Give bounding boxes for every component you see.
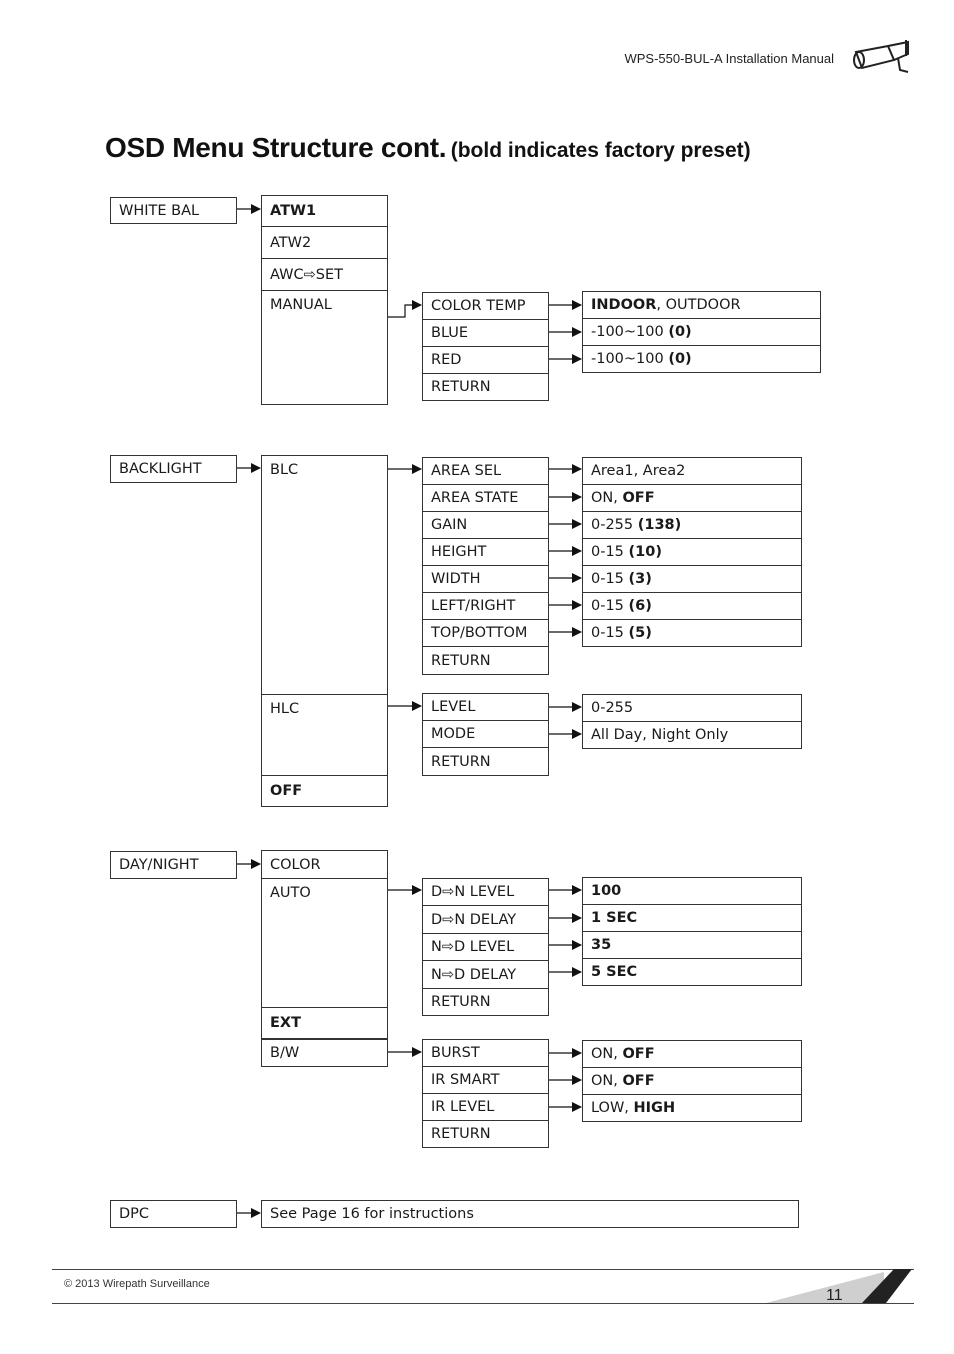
- sub-dn-level: [422, 878, 549, 906]
- option-bw: [261, 1039, 388, 1067]
- sub-area-state: [422, 484, 549, 512]
- range: 0-15: [591, 544, 629, 560]
- option-blc: [261, 455, 388, 695]
- sub-level: [422, 693, 549, 721]
- range: -100~100: [591, 324, 669, 340]
- value-area-sel: [582, 457, 802, 485]
- label: IR SMART: [431, 1072, 500, 1088]
- sub-nd-delay: [422, 960, 549, 989]
- label: COLOR TEMP: [431, 298, 526, 314]
- range: 0-15: [591, 598, 629, 614]
- sub-top-bottom: [422, 619, 549, 647]
- label: AREA STATE: [431, 490, 519, 506]
- label: COLOR: [270, 856, 321, 873]
- sub-ir-level: [422, 1093, 549, 1121]
- default: (5): [628, 625, 652, 641]
- camera-icon: [850, 38, 912, 80]
- label: See Page 16 for instructions: [270, 1206, 474, 1222]
- option-atw2: [261, 226, 388, 259]
- value-top-bottom: [582, 619, 802, 647]
- default: OFF: [622, 1046, 655, 1062]
- label: RETURN: [431, 652, 491, 669]
- title-subtitle: (bold indicates factory preset): [450, 139, 751, 162]
- value-red: [582, 345, 821, 373]
- value-nd-level: [582, 931, 802, 959]
- sub-ir-smart: [422, 1066, 549, 1094]
- value-area-state: [582, 484, 802, 512]
- sub-area-sel: [422, 457, 549, 485]
- label: MODE: [431, 726, 476, 742]
- option-auto: [261, 878, 388, 1008]
- sub-mode: [422, 720, 549, 748]
- default: (0): [668, 324, 692, 340]
- label: MANUAL: [270, 297, 332, 313]
- label: HLC: [270, 701, 300, 717]
- range: -100~100: [591, 351, 669, 367]
- label: BACKLIGHT: [119, 461, 202, 477]
- menu-dpc: [110, 1200, 237, 1228]
- dpc-note: [261, 1200, 799, 1228]
- menu-day-night: [110, 851, 237, 879]
- label: AWC⇨SET: [270, 266, 343, 283]
- value-ir-level: [582, 1094, 802, 1122]
- value-dn-level: [582, 877, 802, 905]
- default: OFF: [622, 1073, 655, 1089]
- rest: ON,: [591, 490, 623, 506]
- sub-burst: [422, 1039, 549, 1067]
- label: GAIN: [431, 517, 468, 533]
- label: LEVEL: [431, 699, 476, 715]
- value-left-right: [582, 592, 802, 620]
- label: TOP/BOTTOM: [431, 625, 528, 641]
- label: RED: [431, 352, 462, 368]
- range: 0-255: [591, 517, 638, 533]
- option-hlc: [261, 694, 388, 776]
- option-manual: [261, 290, 388, 405]
- value-hlc-level: [582, 694, 802, 722]
- rest: ON,: [591, 1073, 623, 1089]
- default: (6): [628, 598, 652, 614]
- value-blue: [582, 318, 821, 346]
- sub-return: [422, 373, 549, 401]
- option-atw1: [261, 195, 388, 227]
- value-nd-delay: [582, 958, 802, 986]
- value-burst: [582, 1040, 802, 1068]
- label: WHITE BAL: [119, 202, 200, 219]
- default: HIGH: [633, 1100, 676, 1116]
- option-color: [261, 850, 388, 879]
- rest: LOW,: [591, 1100, 634, 1116]
- label: 1 SEC: [591, 910, 638, 926]
- sub-width: [422, 565, 549, 593]
- sub-red: [422, 346, 549, 374]
- label: WIDTH: [431, 571, 481, 587]
- sub-nd-level: [422, 933, 549, 961]
- label: 100: [591, 883, 622, 899]
- copyright: © 2013 Wirepath Surveillance: [64, 1278, 210, 1290]
- rest: ON,: [591, 1046, 623, 1062]
- label: B/W: [270, 1045, 300, 1061]
- sub-color-temp: [422, 292, 549, 320]
- menu-white-bal: [110, 197, 237, 224]
- value-color-temp: [582, 291, 821, 319]
- sub-left-right: [422, 592, 549, 620]
- label: RETURN: [431, 994, 491, 1010]
- sub-return: [422, 1120, 549, 1148]
- option-ext: [261, 1007, 388, 1039]
- label: RETURN: [431, 379, 491, 395]
- label: DAY/NIGHT: [119, 857, 199, 873]
- value-hlc-mode: [582, 721, 802, 749]
- label: 5 SEC: [591, 964, 638, 980]
- label: D⇨N LEVEL: [431, 884, 515, 900]
- label: D⇨N DELAY: [431, 911, 517, 928]
- label: ATW1: [270, 203, 317, 219]
- label: BURST: [431, 1045, 480, 1061]
- label: Area1, Area2: [591, 463, 686, 479]
- range: 0-15: [591, 571, 629, 587]
- label: N⇨D DELAY: [431, 966, 517, 983]
- label: LEFT/RIGHT: [431, 598, 516, 614]
- sub-return: [422, 988, 549, 1016]
- sub-gain: [422, 511, 549, 539]
- sub-return: [422, 747, 549, 776]
- value-gain: [582, 511, 802, 539]
- label: RETURN: [431, 753, 491, 770]
- value-ir-smart: [582, 1067, 802, 1095]
- title-main: OSD Menu Structure cont.: [105, 132, 447, 163]
- default: (10): [628, 544, 662, 560]
- label: ATW2: [270, 234, 312, 251]
- label: IR LEVEL: [431, 1099, 495, 1115]
- label: AUTO: [270, 885, 311, 901]
- label: 0-255: [591, 700, 634, 716]
- menu-backlight: [110, 455, 237, 483]
- sub-blue: [422, 319, 549, 347]
- default: OFF: [622, 490, 655, 506]
- label: BLUE: [431, 325, 469, 341]
- label: HEIGHT: [431, 544, 487, 560]
- sub-return: [422, 646, 549, 675]
- sub-dn-delay: [422, 905, 549, 934]
- default: (3): [628, 571, 652, 587]
- label: DPC: [119, 1206, 150, 1222]
- default: INDOOR: [591, 297, 657, 313]
- value-dn-delay: [582, 904, 802, 932]
- rest: , OUTDOOR: [656, 297, 741, 313]
- value-height: [582, 538, 802, 566]
- option-awc-set: [261, 258, 388, 291]
- label: EXT: [270, 1015, 301, 1031]
- range: 0-15: [591, 625, 629, 641]
- label: AREA SEL: [431, 463, 502, 479]
- label: BLC: [270, 462, 299, 478]
- label: OFF: [270, 783, 303, 799]
- default: (0): [668, 351, 692, 367]
- label: 35: [591, 937, 612, 953]
- option-off: [261, 775, 388, 807]
- page-number: 11: [826, 1287, 843, 1304]
- page-title: [105, 132, 751, 164]
- manual-title: WPS-550-BUL-A Installation Manual: [624, 51, 834, 66]
- label: All Day, Night Only: [591, 727, 729, 743]
- label: N⇨D LEVEL: [431, 939, 515, 955]
- default: (138): [637, 517, 682, 533]
- label: RETURN: [431, 1126, 491, 1142]
- value-width: [582, 565, 802, 593]
- sub-height: [422, 538, 549, 566]
